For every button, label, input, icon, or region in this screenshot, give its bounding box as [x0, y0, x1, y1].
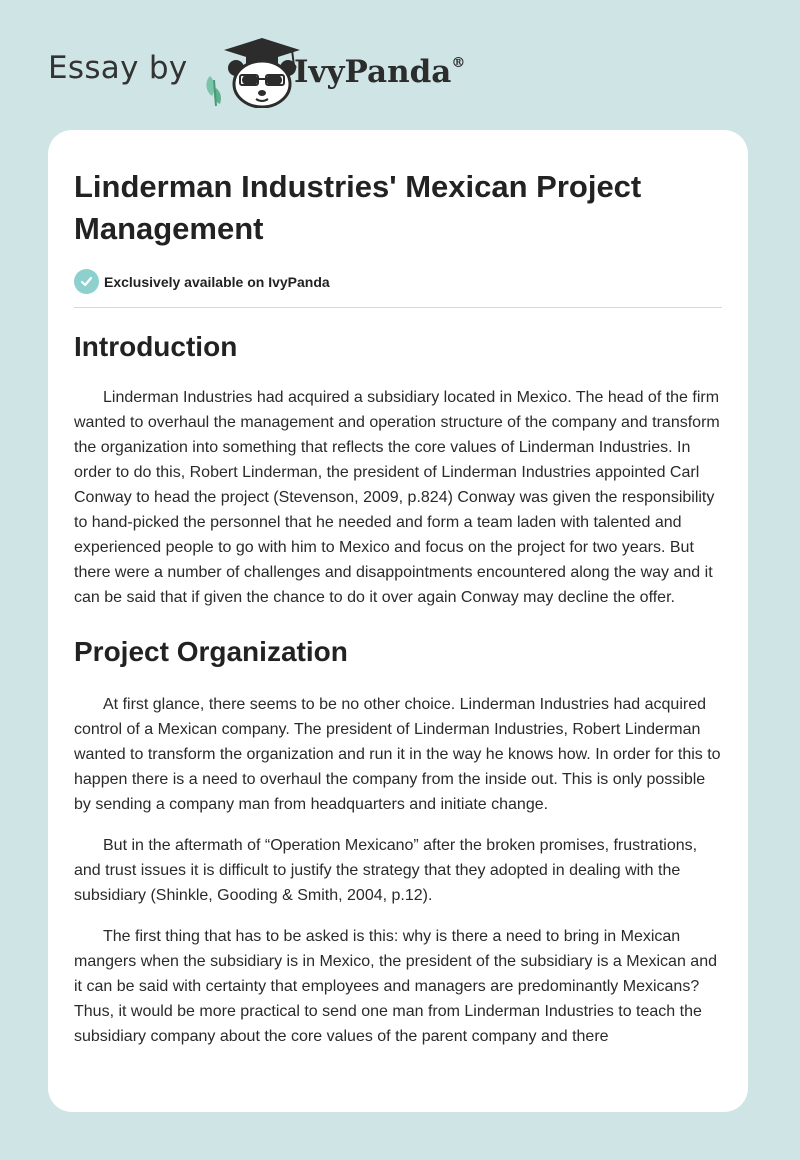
site-header	[48, 36, 748, 108]
essay-card	[48, 130, 748, 1112]
exclusive-label: Exclusively available on IvyPanda	[104, 273, 330, 290]
section-heading: Introduction	[74, 331, 238, 362]
check-circle-icon	[74, 269, 99, 294]
trademark-symbol: ®	[451, 54, 466, 71]
essay-title: Linderman Industries' Mexican Project Management	[74, 169, 642, 246]
paragraph: Linderman Industries had acquired a subsidiary located in Mexico. The head of the firm wanted to overhaul the management and operation structure of the company and transform the organization into something that reflects the core values of Linderman Industries. In order to do this, Robert Linderman, the president of Linderman Industries appointed Carl Conway to head the project (Stevenson, 2009, p.824) Conway was given the responsibility to hand-picked the personnel that he needed and form a team laden with talented and experienced people to go with him to Mexico and focus on the project for two years. But there were a number of challenges and disappointments encountered along the way and it can be said that if given the chance to do it over again Conway may decline the offer.	[74, 389, 720, 606]
section-heading: Project Organization	[74, 636, 348, 667]
paragraph: But in the aftermath of “Operation Mexicano” after the broken promises, frustrations, and trust issues it is difficult to justify the strategy that they adopted in dealing with the subsidiary (Shinkle, Gooding & Smith, 2004, p.12).	[74, 837, 698, 904]
panda-logo-icon[interactable]	[202, 36, 302, 108]
paragraph: At first glance, there seems to be no other choice. Linderman Industries had acquired control of a Mexican company. The president of Linderman Industries, Robert Linderman wanted to transform the organization and run it in the way he knows how. In order for this to happen there is a need to overhaul the company from the inside out. This is only possible by sending a company man from headquarters and initiate change.	[74, 696, 721, 813]
brand-name[interactable]	[294, 54, 465, 90]
essay-by-label: Essay by	[48, 50, 188, 86]
divider	[74, 307, 722, 308]
exclusive-badge	[74, 269, 722, 294]
section-project-organization	[74, 635, 722, 1049]
brand-label: IvyPanda	[294, 54, 452, 90]
paragraph: The first thing that has to be asked is this: why is there a need to bring in Mexican mangers when the subsidiary is in Mexico, the president of the subsidiary is a Mexican and it can be said with certainty that employees and managers are predominantly Mexicans? Thus, it would be more practical to send one man from Linderman Industries to teach the subsidiary company about the core values of the parent company and there	[74, 928, 717, 1045]
section-introduction	[74, 330, 722, 610]
